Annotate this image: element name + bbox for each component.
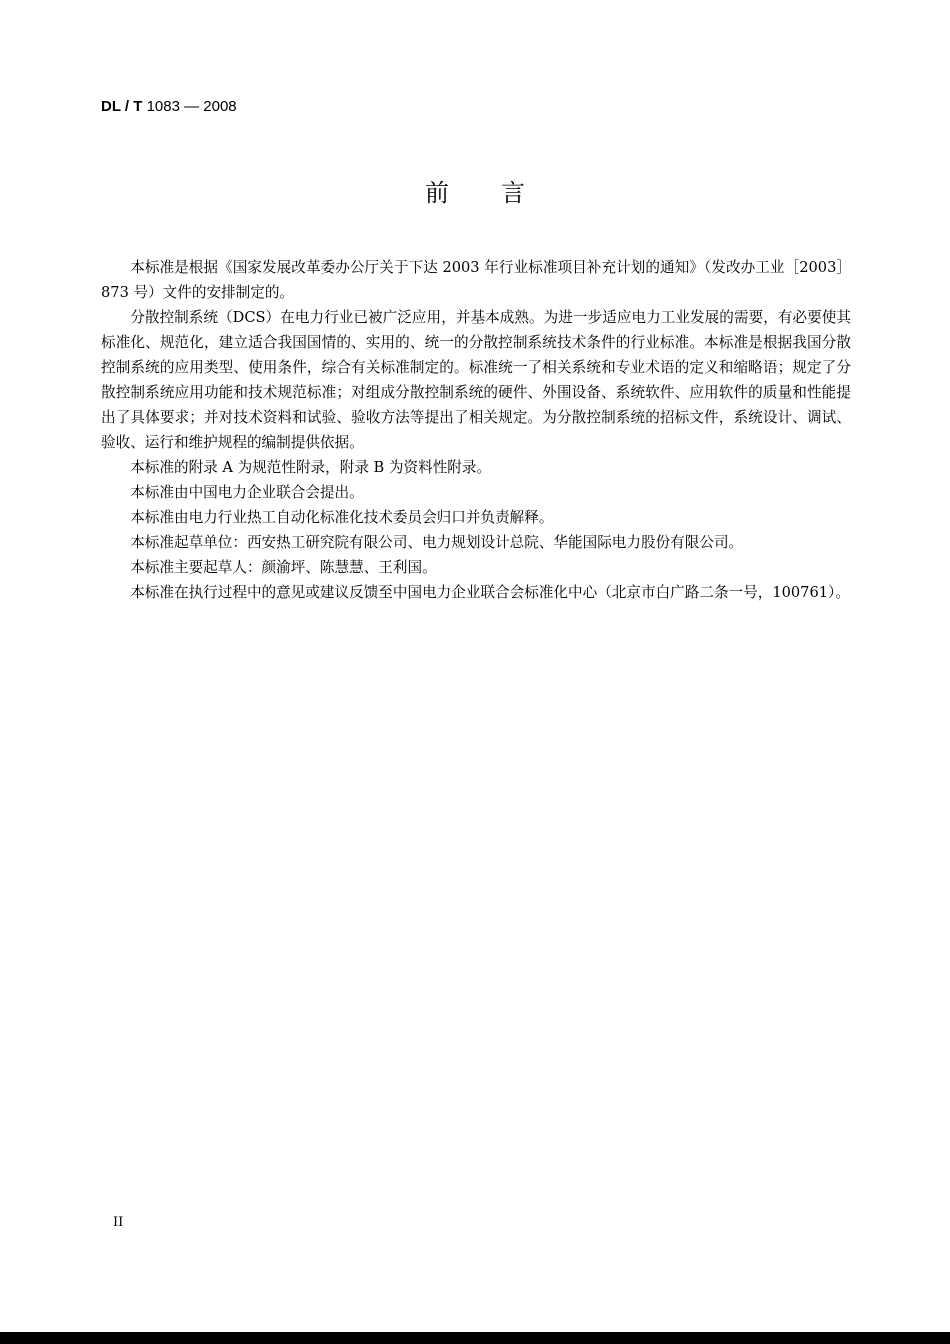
- standard-code-number: 1083 — 2008: [146, 98, 237, 115]
- bottom-border-bar: [0, 1332, 950, 1344]
- page-title-char-1: 前: [425, 179, 449, 207]
- paragraph-dcs-overview: 分散控制系统（DCS）在电力行业已被广泛应用，并基本成熟。为进一步适应电力工业发展的需要，有必要使其标准化、规范化，建立适合我国国情的、实用的、统一的分散控制系统技术条件的行业标准。本标准是根据我国分散控制系统的应用类型、使用条件，综合有关标准制定的。标准统一了相关系统和专业术语的定义和缩略语；规定了分散控制系统应用功能和技术规范标准；对组成分散控制系统的硬件、外围设备、系统软件、应用软件的质量和性能提出了具体要求；并对技术资料和试验、验收方法等提出了相关规定。为分散控制系统的招标文件，系统设计、调试、验收、运行和维护规程的编制提供依据。: [101, 309, 851, 451]
- page-number: II: [113, 1215, 124, 1230]
- paragraph-basis: 本标准是根据《国家发展改革委办公厅关于下达 2003 年行业标准项目补充计划的通知》（发改办工业［2003］873 号）文件的安排制定的。: [101, 259, 851, 301]
- paragraph-proposer: 本标准由中国电力企业联合会提出。: [130, 484, 364, 501]
- foreword-body: [101, 255, 851, 605]
- paragraph-committee: 本标准由电力行业热工自动化标准化技术委员会归口并负责解释。: [130, 509, 554, 526]
- page-title-char-2: 言: [501, 179, 525, 207]
- standard-code: [101, 97, 237, 117]
- standard-code-prefix: DL / T: [101, 98, 143, 115]
- paragraph-annexes: 本标准的附录 A 为规范性附录，附录 B 为资料性附录。: [130, 459, 492, 476]
- paragraph-drafters: 本标准主要起草人：颜渝坪、陈慧慧、王利国。: [130, 559, 437, 576]
- paragraph-drafting-units: 本标准起草单位：西安热工研究院有限公司、电力规划设计总院、华能国际电力股份有限公司。: [130, 534, 744, 551]
- paragraph-feedback: 本标准在执行过程中的意见或建议反馈至中国电力企业联合会标准化中心（北京市白广路二条一号，100761）。: [130, 584, 850, 601]
- page-title: [0, 176, 950, 210]
